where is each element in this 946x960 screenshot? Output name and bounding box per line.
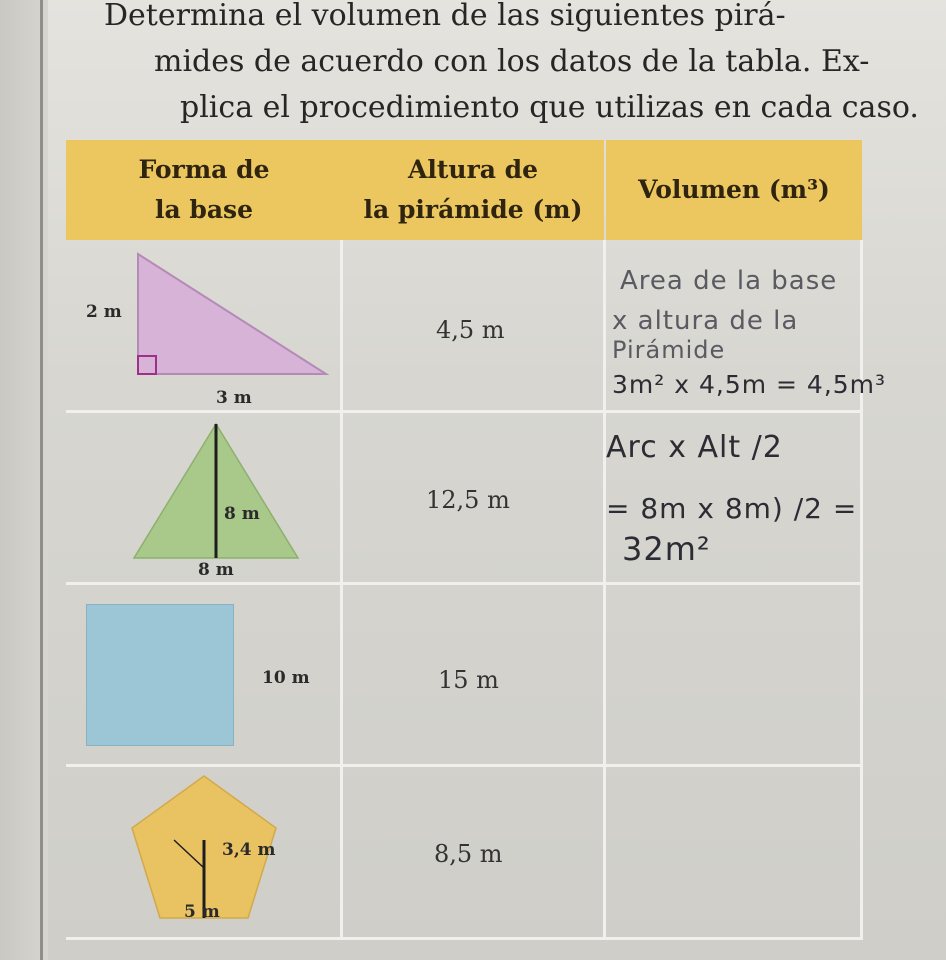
instruction-line-3: plica el procedimiento que utilizas en cada caso.	[180, 90, 919, 125]
pentagon-apothem-label: 3,4 m	[222, 840, 276, 860]
row2-answer-line-3: 32m²	[622, 530, 711, 568]
square-side-label: 10 m	[262, 668, 310, 688]
triangle2-height-label: 8 m	[224, 504, 260, 524]
header-volume-label: Volumen (m³)	[638, 175, 830, 204]
row2-answer-line-1: Arc x Alt /2	[606, 430, 783, 465]
row1-answer-line-4: 3m² x 4,5m = 4,5m³	[612, 370, 887, 399]
table-divider-2	[603, 240, 606, 940]
table-border-right	[860, 240, 863, 940]
square-shape	[86, 604, 234, 746]
row-divider-3	[66, 764, 863, 767]
pentagon-side-label: 5 m	[184, 902, 220, 922]
table-divider-1	[340, 240, 343, 940]
triangle2-base-label: 8 m	[198, 560, 234, 580]
book-spine-line	[40, 0, 43, 960]
pyramid-table	[66, 140, 887, 940]
header-height-line-1: Altura de	[407, 155, 539, 184]
row-divider-1	[66, 410, 863, 413]
row1-answer-line-2: x altura de la	[612, 306, 799, 336]
row1-answer-line-1: Area de la base	[620, 266, 838, 296]
right-triangle-height-label: 2 m	[86, 302, 122, 322]
table-border-bottom	[66, 937, 863, 940]
right-triangle-base-label: 3 m	[216, 388, 252, 408]
row2-answer-line-2: = 8m x 8m) /2 =	[606, 492, 858, 525]
right-triangle-shape	[130, 252, 330, 380]
instruction-line-1: Determina el volumen de las siguientes pirá-	[104, 0, 786, 33]
header-volume	[606, 140, 862, 240]
row1-height: 4,5 m	[436, 316, 505, 344]
instruction-line-2: mides de acuerdo con los datos de la tabla. Ex-	[154, 44, 870, 79]
row4-height: 8,5 m	[434, 840, 503, 868]
isosceles-triangle-shape	[132, 420, 302, 562]
row2-height: 12,5 m	[426, 486, 510, 514]
header-height	[342, 140, 604, 240]
header-height-line-2: la pirámide (m)	[363, 195, 583, 224]
header-base-shape-line-2: la base	[154, 195, 254, 224]
row-divider-2	[66, 582, 863, 585]
header-base-shape-line-1: Forma de	[138, 155, 270, 184]
row3-height: 15 m	[438, 666, 499, 694]
row1-answer-line-3: Pirámide	[612, 336, 726, 364]
header-base-shape	[66, 140, 342, 240]
